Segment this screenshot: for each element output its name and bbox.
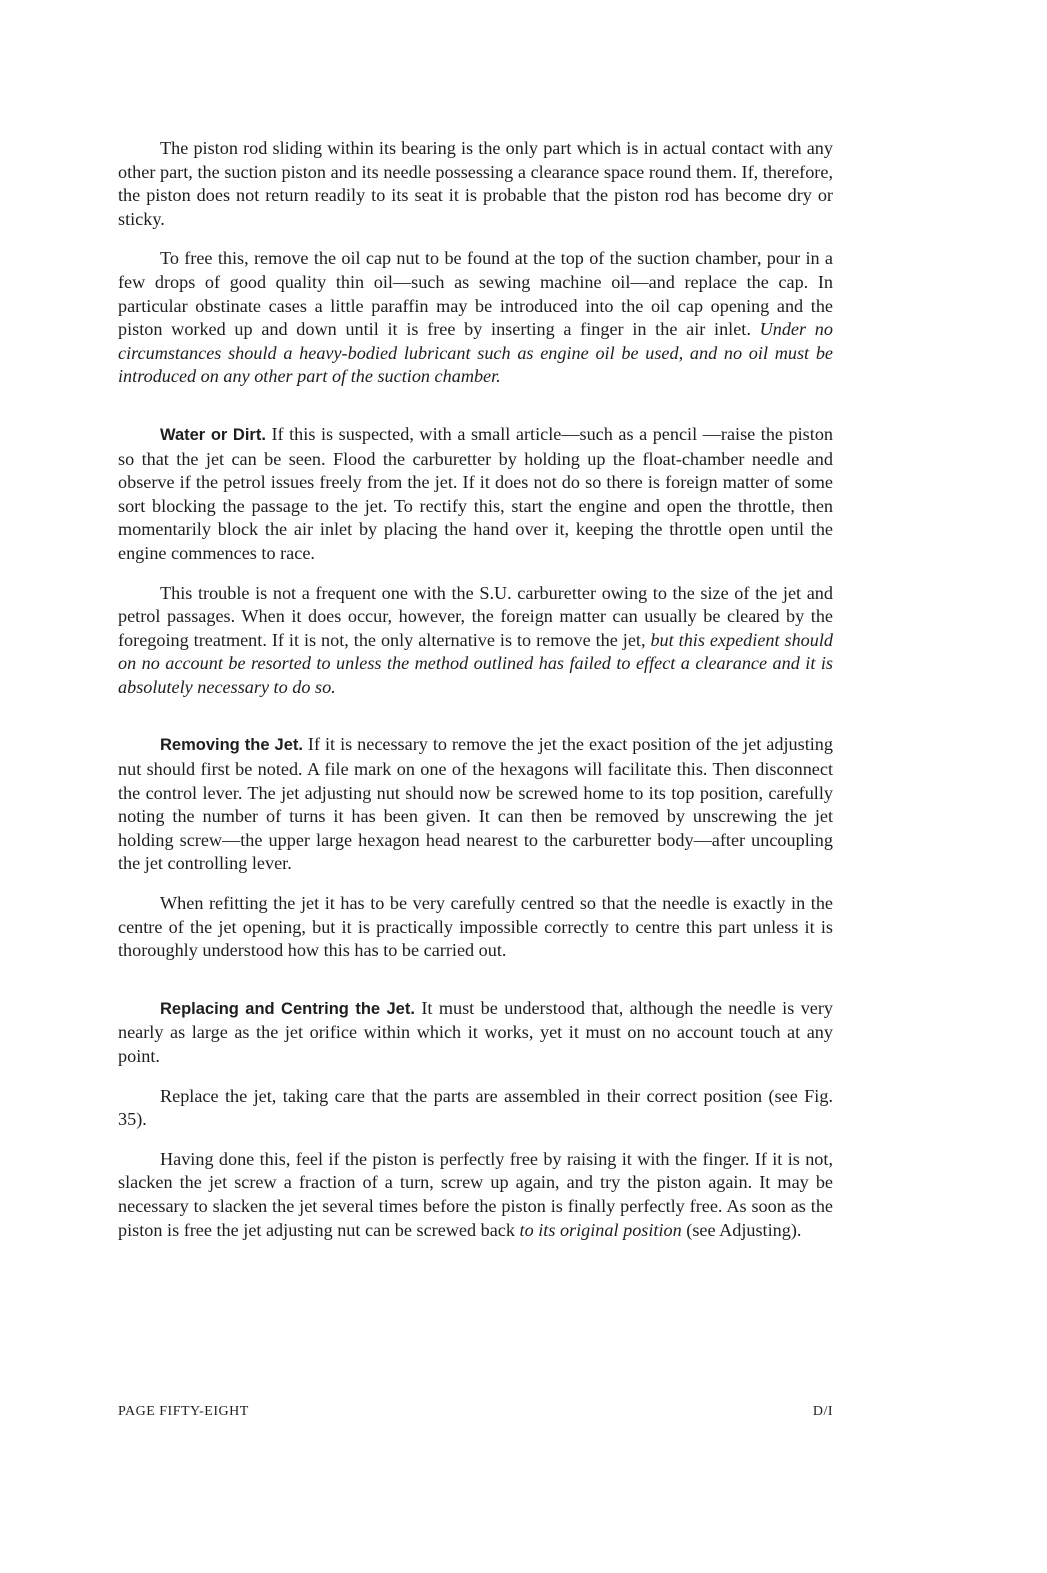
paragraph-text: The piston rod sliding within its bearing is the only part which is in actual contact with any other part, the suction piston and its needle possessing a clearance space round them. If, therefore, the piston does not return readily to its seat it is probable that the piston rod has become dry or sticky. [118,138,833,229]
paragraph-text: If this is suspected, with a small article—such as a pencil —raise the piston so that the jet can be seen. Flood the carburetter by holding up the float-chamber needle and observe if the petrol issues freely from the jet. If it does not do so there is foreign matter of some sort blocking the passage to the jet. To rectify this, start the engine and open the throttle, then momentarily block the air inlet by placing the hand over it, keeping the throttle open until the engine commences to race. [118,423,834,563]
paragraph-text: Having done this, feel if the piston is perfectly free by raising it with the finger. If it is not, slacken the jet screw a fraction of a turn, screw up again, and try the piston again. It may be necessary to slacken the jet several times before the piston is finally perfectly free. As soon as the piston is free the jet adjusting nut can be screwed back [118,1148,833,1240]
section-heading: Replacing and Centring the Jet. [160,999,415,1018]
paragraph-text: When refitting the jet it has to be very carefully centred so that the needle is exactly in the centre of the jet opening, but it is practically impossible correctly to centre this part unless it is thoroughly understood how this has to be carried out. [118,893,833,961]
paragraph-refitting-jet [118,892,833,963]
paragraph-text: It must be understood that, although the needle is very nearly as large as the jet orifice within which it works, yet it must on no account touch at any point. [118,997,834,1066]
paragraph-text: Replace the jet, taking care that the parts are assembled in their correct position (see Fig. 35). [118,1085,833,1130]
paragraph-text-after: (see Adjusting). [686,1219,802,1240]
paragraph-piston-free [118,1148,833,1242]
paragraph-removing-jet [118,733,833,876]
paragraph-piston-rod [118,137,833,231]
paragraph-italic: but this expedient should on no account be resorted to unless the method outlined has failed to effect a clearance and it is absolutely necessary to do so. [118,629,834,697]
section-code: D/I [812,1404,833,1419]
paragraph-water-or-dirt [118,423,833,566]
paragraph-italic: to its original position [519,1219,682,1240]
paragraph-text: This trouble is not a frequent one with the S.U. carburetter owing to the size of the jet and petrol passages. When it does occur, however, the foreign matter can usually be cleared by the foregoing treatment. If it is not, the only alternative is to remove the jet, [118,582,833,650]
paragraph-replacing-centring [118,997,833,1069]
paragraph-replace-jet [118,1085,833,1132]
page-body [118,137,833,1258]
paragraph-free-piston [118,247,833,389]
page-number-label: PAGE FIFTY-EIGHT [118,1404,249,1419]
paragraph-italic: Under no circumstances should a heavy-bodied lubricant such as engine oil be used, and no oil must be introduced on any other part of the suction chamber. [118,319,833,387]
section-heading: Removing the Jet. [160,736,303,755]
paragraph-text: If it is necessary to remove the jet the exact position of the jet adjusting nut should first be noted. A file mark on one of the hexagons will facilitate this. Then disconnect the control lever. The jet adjusting nut should now be screwed home to its top position, carefully noting the number of turns it has been given. It can then be removed by unscrewing the jet holding screw—the upper large hexagon head nearest to the carburetter body—after uncoupling the jet controlling lever. [118,734,833,874]
paragraph-text: To free this, remove the oil cap nut to be found at the top of the suction chamber, pour in a few drops of good quality thin oil—such as sewing machine oil—and replace the cap. In particular obstinate cases a little paraffin may be introduced into the oil cap opening and the piston worked up and down until it is free by inserting a finger in the air inlet. [118,248,833,340]
paragraph-frequent-trouble [118,582,833,700]
page-footer [118,1404,833,1420]
section-heading: Water or Dirt. [160,425,266,444]
